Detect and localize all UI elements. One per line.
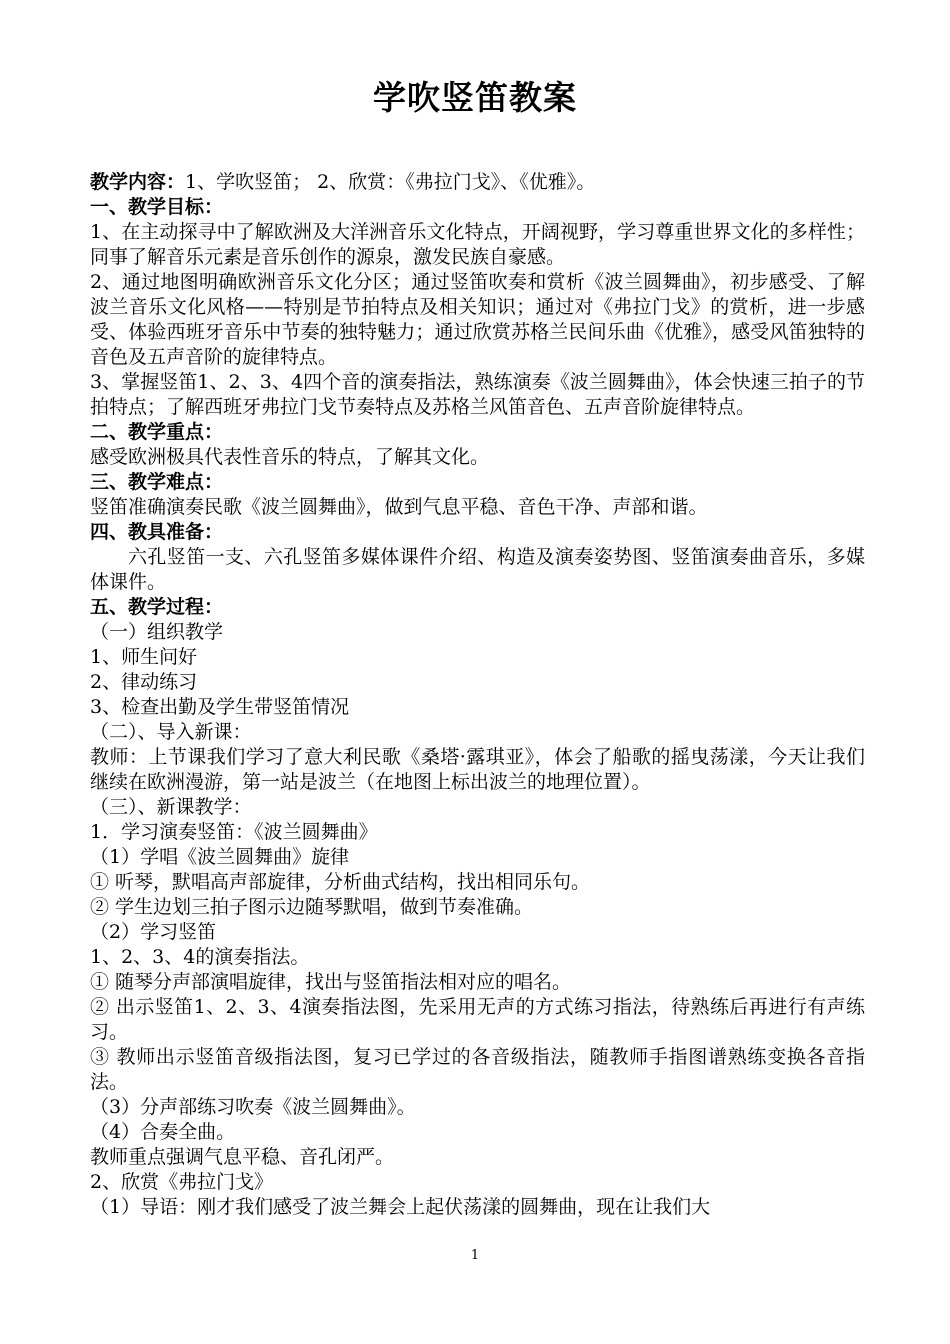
paragraph: 1．学习演奏竖笛：《波兰圆舞曲》: [90, 821, 378, 843]
paragraph: （2）学习竖笛: [90, 921, 217, 943]
paragraph: ③ 教师出示竖笛音级指法图，复习已学过的各音级指法，随教师手指图谱熟练变换各音指法。: [90, 1046, 865, 1093]
paragraph: ① 听琴，默唱高声部旋律，分析曲式结构，找出相同乐句。: [90, 871, 591, 893]
paragraph: （二）、导入新课：: [90, 721, 252, 743]
paragraph: 1、师生问好: [90, 646, 198, 668]
paragraph: 2、律动练习: [90, 671, 198, 693]
paragraph: 3、掌握竖笛1、2、3、4四个音的演奏指法，熟练演奏《波兰圆舞曲》，体会快速三拍子的节拍特点；了解西班牙弗拉门戈节奏特点及苏格兰风笛音色、五声音阶旋律特点。: [90, 371, 865, 418]
paragraph-list: [90, 195, 865, 1220]
paragraph: （1）导语：刚才我们感受了波兰舞会上起伏荡漾的圆舞曲，现在让我们大: [90, 1196, 711, 1218]
paragraph: ② 学生边划三拍子图示边随琴默唱，做到节奏准确。: [90, 896, 534, 918]
paragraph: （一）组织教学: [90, 621, 224, 643]
paragraph: 2、通过地图明确欧洲音乐文化分区；通过竖笛吹奏和赏析《波兰圆舞曲》，初步感受、了解波兰音乐文化风格——特别是节拍特点及相关知识；通过对《弗拉门戈》的赏析，进一步感受、体验西班牙音乐中节奏的独特魅力；通过欣赏苏格兰民间乐曲《优雅》，感受风笛独特的音色及五声音阶的旋律特点。: [90, 271, 865, 368]
paragraph: 3、检查出勤及学生带竖笛情况: [90, 696, 350, 718]
paragraph: 竖笛准确演奏民歌《波兰圆舞曲》，做到气息平稳、音色干净、声部和谐。: [90, 496, 708, 518]
section-heading: 五、教学过程：: [90, 596, 224, 618]
paragraph: （4）合奏全曲。: [90, 1121, 236, 1143]
paragraph: 教师：上节课我们学习了意大利民歌《桑塔·露琪亚》，体会了船歌的摇曳荡漾，今天让我们继续在欧洲漫游，第一站是波兰（在地图上标出波兰的地理位置）。: [90, 746, 865, 793]
section-heading: 二、教学重点：: [90, 421, 224, 443]
paragraph: （3）分声部练习吹奏《波兰圆舞曲》。: [90, 1096, 416, 1118]
paragraph: 教师重点强调气息平稳、音孔闭严。: [90, 1146, 395, 1168]
section-heading: 三、教学难点：: [90, 471, 224, 493]
document-title: 学吹竖笛教案: [373, 78, 577, 117]
paragraph: 2、欣赏《弗拉门戈》: [90, 1171, 274, 1193]
teaching-content-label: 教学内容：: [90, 171, 186, 193]
page-number: 1: [470, 1248, 480, 1263]
teaching-content-line: [90, 170, 865, 195]
paragraph: 1、2、3、4的演奏指法。: [90, 946, 310, 968]
paragraph: （1）学唱《波兰圆舞曲》旋律: [90, 846, 350, 868]
section-heading: 四、教具准备：: [90, 521, 224, 543]
section-heading: 一、教学目标：: [90, 196, 224, 218]
paragraph: （三）、新课教学：: [90, 796, 252, 818]
paragraph: ① 随琴分声部演唱旋律，找出与竖笛指法相对应的唱名。: [90, 971, 572, 993]
paragraph: 1、在主动探寻中了解欧洲及大洋洲音乐文化特点，开阔视野，学习尊重世界文化的多样性；同事了解音乐元素是音乐创作的源泉，激发民族自豪感。: [90, 221, 865, 268]
paragraph: 六孔竖笛一支、六孔竖笛多媒体课件介绍、构造及演奏姿势图、竖笛演奏曲音乐，多媒体课件。: [90, 546, 865, 593]
paragraph: 感受欧洲极具代表性音乐的特点，了解其文化。: [90, 446, 490, 468]
teaching-content-text: 1、学吹竖笛； 2、欣赏：《弗拉门戈》、《优雅》。: [185, 171, 596, 193]
paragraph: ② 出示竖笛1、2、3、4演奏指法图，先采用无声的方式练习指法，待熟练后再进行有声练习。: [90, 996, 865, 1043]
document-body: [90, 170, 865, 1220]
